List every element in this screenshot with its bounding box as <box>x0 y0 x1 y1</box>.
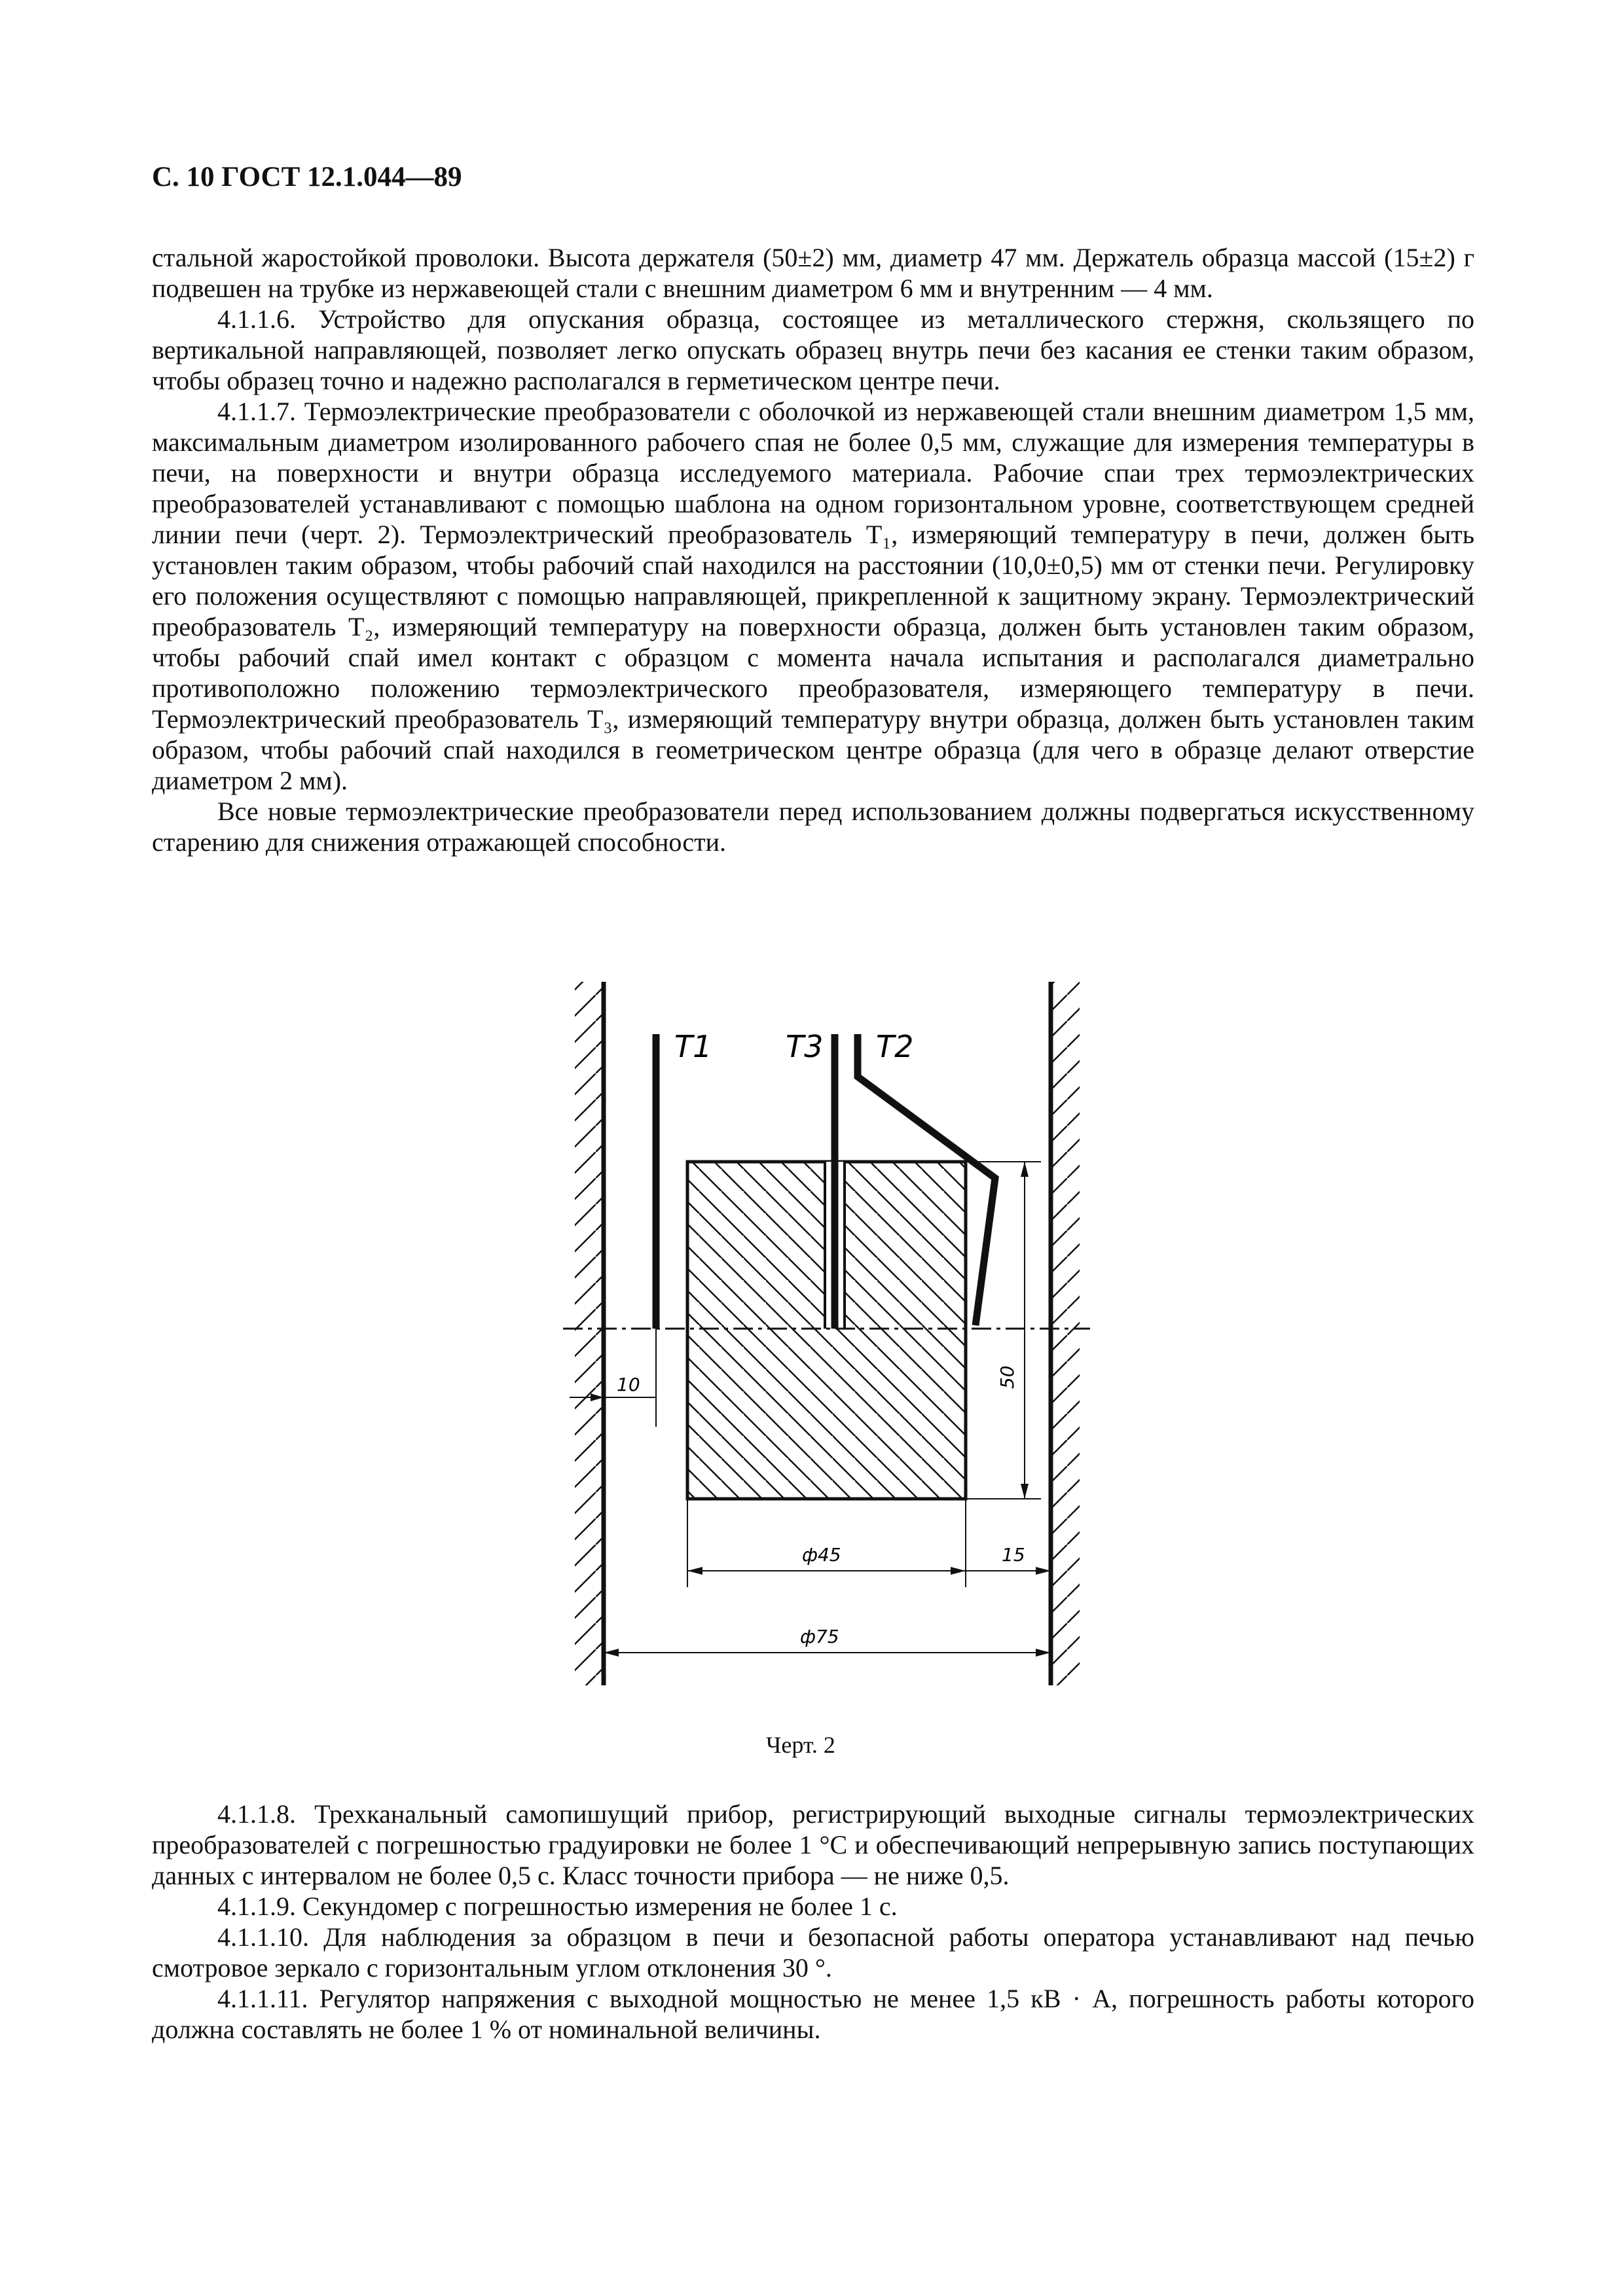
page-header: С. 10 ГОСТ 12.1.044—89 <box>152 162 462 192</box>
dim-45-arrow-left <box>687 1567 702 1575</box>
dim-gap-label: 10 <box>617 1374 640 1395</box>
paragraph: 4.1.1.8. Трехканальный самопишущий прибор, регистрирующий выходные сигналы термоэлектрических преобразователей с погрешностью градуировки не более 1 °С и обеспечивающий непрерывную запись поступающих данных с интервалом не более 0,5 с. Класс точности прибора — не ниже 0,5. <box>152 1799 1474 1890</box>
paragraph: 4.1.1.7. Термоэлектрические преобразователи с оболочкой из нержавеющей стали внешним диаметром 1,5 мм, максимальным диаметром изолированного рабочего спая не более 0,5 мм, служащие для измерения температуры в печи, на поверхности и внутри образца исследуемого материала. Рабочие спаи трех термоэлектрических преобразователей устанавливают с помощью шаблона на одном горизонтальном уровне, соответствующем средней линии печи (черт. 2). Термоэлектрический преобразователь T₁, измеряющий температуру в печи, должен быть установлен таким образом, чтобы рабочий спай находился на расстоянии (10,0±0,5) мм от стенки печи. Регулировку его положения осуществляют с помощью направляющей, прикрепленной к защитному экрану. Термоэлектрический преобразователь T₂, измеряющий температуру на поверхности образца, должен быть установлен таким образом, чтобы рабочий спай имел контакт с образцом с момента начала испытания и располагался диаметрально противоположно положению термоэлектрического преобразователя, измеряющего температуру в печи. Термоэлектрический преобразователь T₃, измеряющий температуру внутри образца, должен быть установлен таким образом, чтобы рабочий спай находился в геометрическом центре образца (для чего в образце делают отверстие диаметром 2 мм). <box>152 397 1474 795</box>
paragraph: 4.1.1.10. Для наблюдения за образцом в печи и безопасной работы оператора устанавливают над печью смотровое зеркало с горизонтальным углом отклонения 30 °. <box>152 1922 1474 1982</box>
left-wall-hatch <box>575 982 604 1685</box>
dim-50-arrow-top <box>1021 1162 1029 1177</box>
diagram-svg <box>543 969 1093 1702</box>
dim-height-label: 50 <box>996 1365 1018 1389</box>
paragraph: 4.1.1.11. Регулятор напряжения с выходной мощностью не менее 1,5 кВ · А, погрешность работы которого должна составлять не более 1 % от номинальной величины. <box>152 1984 1474 2044</box>
figure-thermocouple-diagram <box>543 969 1093 1702</box>
label-t1: T1 <box>674 1029 712 1064</box>
figure-caption: Черт. 2 <box>766 1732 835 1758</box>
right-wall-hatch <box>1051 982 1080 1685</box>
text-block-bottom <box>152 1799 1474 2045</box>
dim-furnace-diameter-label: ф75 <box>800 1626 839 1647</box>
dim-sample-diameter-label: ф45 <box>802 1544 841 1566</box>
label-t2: T2 <box>876 1029 914 1064</box>
label-t3: T3 <box>786 1029 824 1064</box>
paragraph: 4.1.1.6. Устройство для опускания образца, состоящее из металлического стержня, скользящего по вертикальной направляющей, позволяет легко опускать образец внутрь печи без касания ее стенки таким образом, чтобы образец точно и надежно располагался в герметическом центре печи. <box>152 304 1474 395</box>
dim-side-gap-label: 15 <box>1002 1544 1025 1566</box>
text-block-top <box>152 242 1474 857</box>
dim-50-arrow-bottom <box>1021 1484 1029 1499</box>
paragraph: стальной жаростойкой проволоки. Высота держателя (50±2) мм, диаметр 47 мм. Держатель образца массой (15±2) г подвешен на трубке из нержавеющей стали с внешним диаметром 6 мм и внутренним — 4 мм. <box>152 243 1474 303</box>
paragraph: 4.1.1.9. Секундомер с погрешностью измерения не более 1 с. <box>217 1892 898 1921</box>
dim-45-arrow-right <box>951 1567 966 1575</box>
paragraph: Все новые термоэлектрические преобразователи перед использованием должны подвергаться искусственному старению для снижения отражающей способности. <box>152 797 1474 857</box>
